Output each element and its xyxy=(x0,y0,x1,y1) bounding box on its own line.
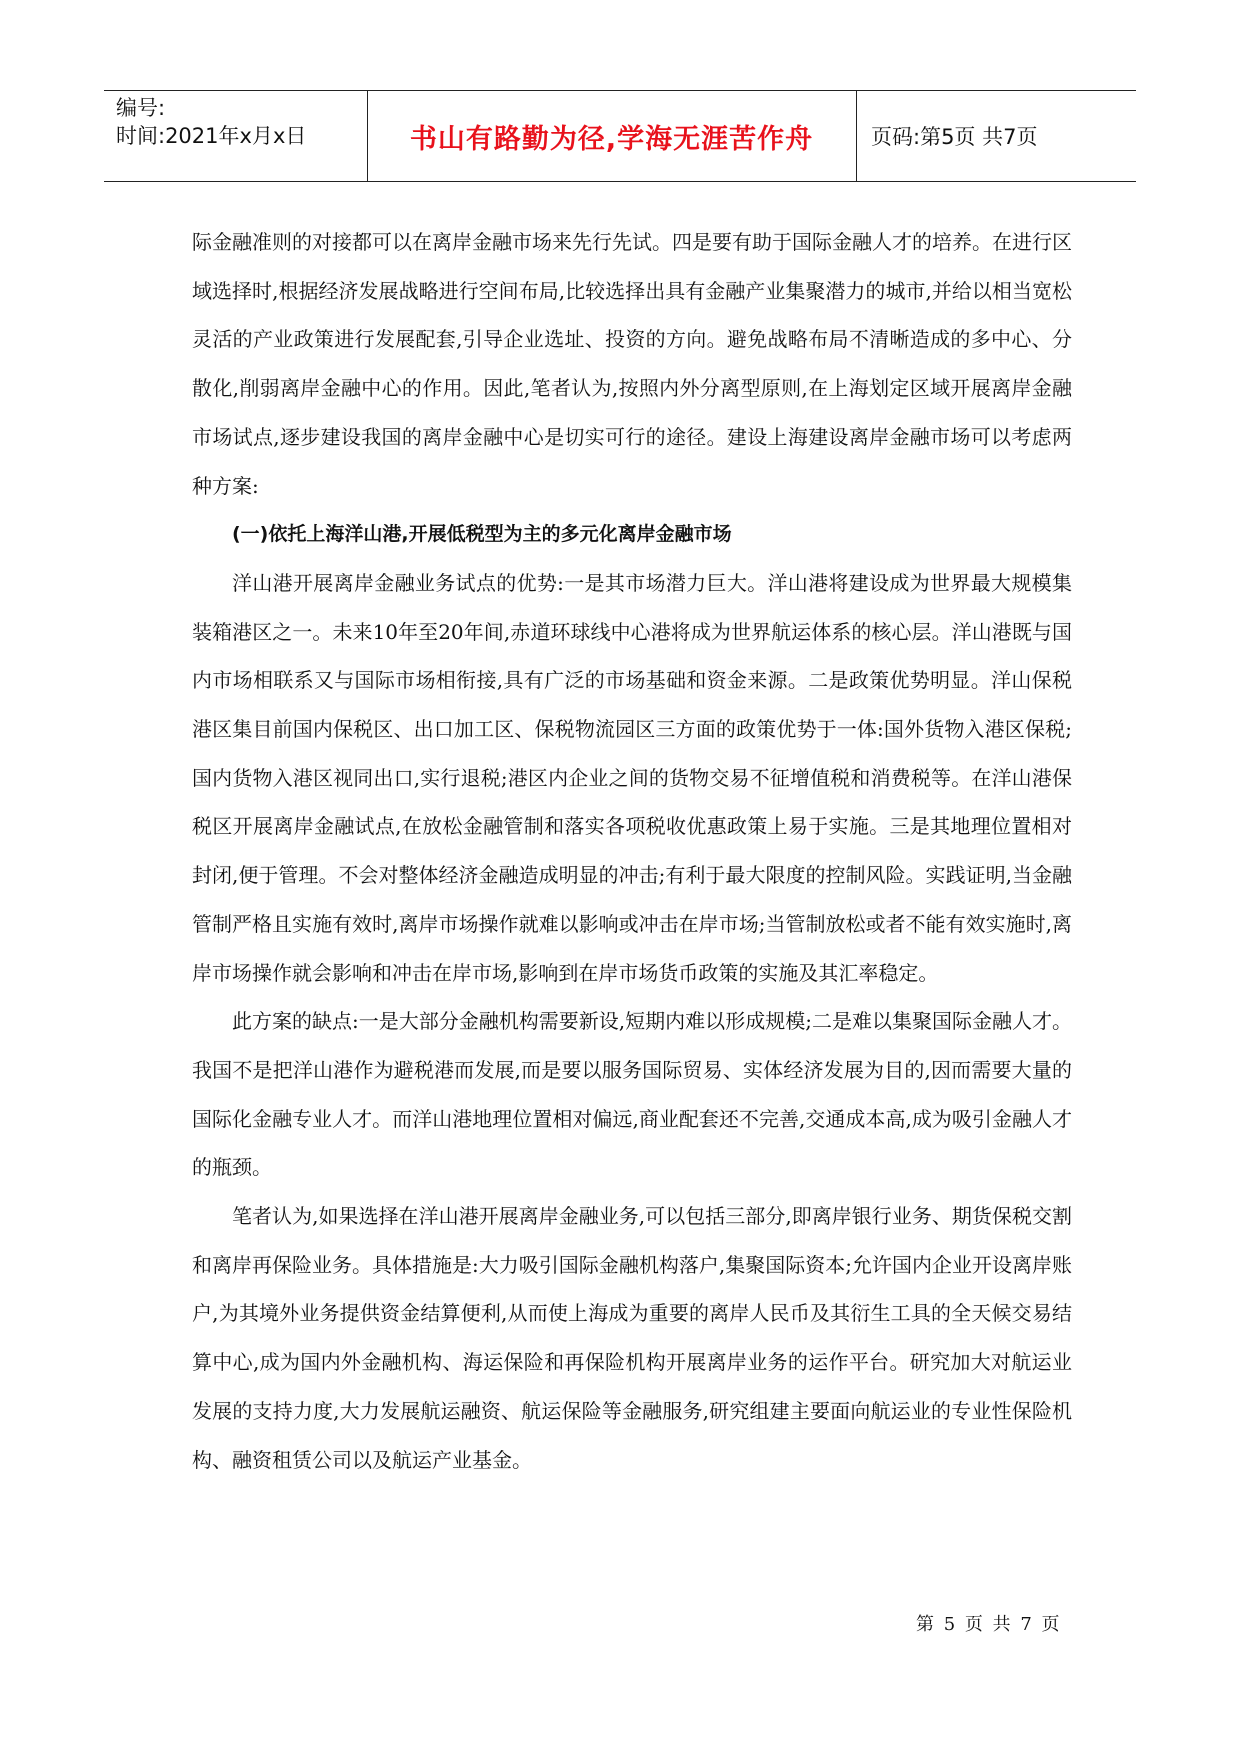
section-heading: (一)依托上海洋山港,开展低税型为主的多元化离岸金融市场 xyxy=(232,523,732,546)
page-footer: 第 5 页 共 7 页 xyxy=(916,1614,1062,1635)
header-divider-right xyxy=(856,91,857,181)
body-paragraph: 洋山港开展离岸金融业务试点的优势:一是其市场潜力巨大。洋山港将建设成为世界最大规模集装箱港区之一。未来10年至20年间,赤道环球线中心港将成为世界航运体系的核心层。洋山港既与国内市场相联系又与国际市场相衔接,具有广泛的市场基础和资金来源。二是政策优势明显。洋山保税港区集目前国内保税区、出口加工区、保税物流园区三方面的政策优势于一体:国外货物入港区保税;国内货物入港区视同出口,实行退税;港区内企业之间的货物交易不征增值税和消费税等。在洋山港保税区开展离岸金融试点,在放松金融管制和落实各项税收优惠政策上易于实施。三是其地理位置相对封闭,便于管理。不会对整体经济金融造成明显的冲击;有利于最大限度的控制风险。实践证明,当金融管制严格且实施有效时,离岸市场操作就难以影响或冲击在岸市场;当管制放松或者不能有效实施时,离岸市场操作就会影响和冲击在岸市场,影响到在岸市场货币政策的实施及其汇率稳定。 xyxy=(192,570,1072,985)
document-number-label: 编号: xyxy=(116,96,166,120)
header-motto: 书山有路勤为径,学海无涯苦作舟 xyxy=(409,124,814,155)
body-paragraph: 笔者认为,如果选择在洋山港开展离岸金融业务,可以包括三部分,即离岸银行业务、期货保税交割和离岸再保险业务。具体措施是:大力吸引国际金融机构落户,集聚国际资本;允许国内企业开设离岸账户,为其境外业务提供资金结算便利,从而使上海成为重要的离岸人民币及其衍生工具的全天候交易结算中心,成为国内外金融机构、海运保险和再保险机构开展离岸业务的运作平台。研究加大对航运业发展的支持力度,大力发展航运融资、航运保险等金融服务,研究组建主要面向航运业的专业性保险机构、融资租赁公司以及航运产业基金。 xyxy=(192,1204,1072,1472)
document-time-label: 时间:2021年x月x日 xyxy=(116,124,307,148)
body-paragraph: 际金融准则的对接都可以在离岸金融市场来先行先试。四是要有助于国际金融人才的培养。在进行区域选择时,根据经济发展战略进行空间布局,比较选择出具有金融产业集聚潜力的城市,并给以相当宽松灵活的产业政策进行发展配套,引导企业选址、投资的方向。避免战略布局不清晰造成的多中心、分散化,削弱离岸金融中心的作用。因此,笔者认为,按照内外分离型原则,在上海划定区域开展离岸金融市场试点,逐步建设我国的离岸金融中心是切实可行的途径。建设上海建设离岸金融市场可以考虑两种方案: xyxy=(192,230,1072,498)
header-meta xyxy=(116,94,366,150)
page-header xyxy=(104,90,1136,182)
document-body xyxy=(192,218,1072,1484)
body-paragraph: 此方案的缺点:一是大部分金融机构需要新设,短期内难以形成规模;二是难以集聚国际金融人才。我国不是把洋山港作为避税港而发展,而是要以服务国际贸易、实体经济发展为目的,因而需要大量的国际化金融专业人才。而洋山港地理位置相对偏远,商业配套还不完善,交通成本高,成为吸引金融人才的瓶颈。 xyxy=(192,1009,1072,1180)
header-page-info: 页码:第5页 共7页 xyxy=(871,125,1038,149)
